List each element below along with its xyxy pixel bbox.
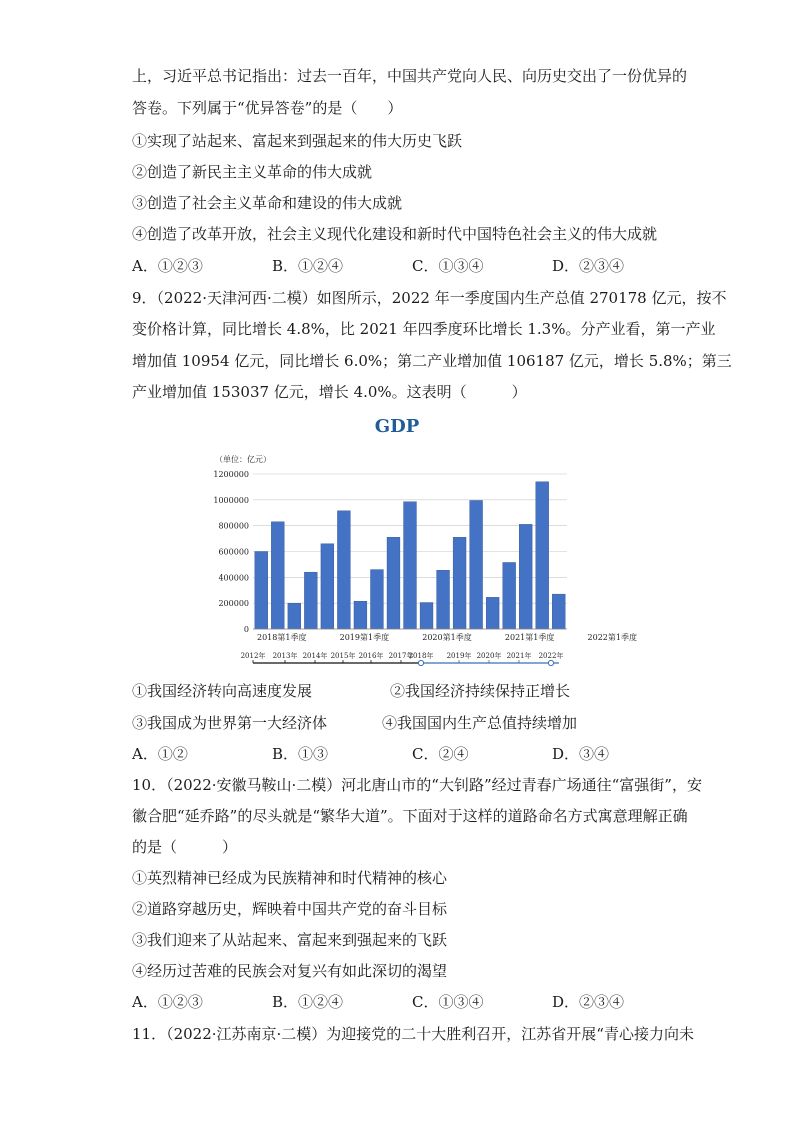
x-tick-label: 2021第1季度 [504, 633, 555, 642]
q10-item-1: ①英烈精神已经成为民族精神和时代精神的核心 [132, 869, 448, 887]
bar [371, 570, 384, 629]
y-tick-label: 0 [243, 625, 249, 634]
timeline-year-label: 2013年 [272, 652, 298, 660]
q9-option-d[interactable]: D．③④ [552, 745, 610, 763]
bar [552, 594, 565, 629]
q11-line-1: 11．（2022·江苏南京·二模）为迎接党的二十大胜利召开，江苏省开展“青心接力向未 [132, 1025, 694, 1043]
q8-item-1: ①实现了站起来、富起来到强起来的伟大历史飞跃 [132, 132, 463, 150]
bar [255, 552, 268, 630]
q8-option-b[interactable]: B．①②④ [272, 257, 344, 275]
q9-item-1: ①我国经济转向高速度发展 [132, 682, 313, 700]
timeline-year-label: 2022年 [538, 652, 564, 660]
y-tick-label: 1000000 [213, 495, 249, 505]
q10-line-1: 10．（2022·安徽马鞍山·二模）河北唐山市的“大钊路”经过青春广场通往“富强街”，安 [132, 776, 702, 794]
q8-line-2: 答卷。下列属于“优异答卷”的是（ ） [132, 99, 403, 117]
q10-option-d[interactable]: D．②③④ [552, 993, 625, 1011]
bar [321, 544, 334, 629]
q10-line-2: 徽合肥“延乔路”的尽头就是“繁华大道”。下面对于这样的道路命名方式寓意理解正确 [132, 807, 688, 825]
y-tick-label: 1200000 [213, 470, 249, 479]
q8-item-2: ②创造了新民主主义革命的伟大成就 [132, 163, 373, 181]
timeline-marker [418, 660, 423, 665]
timeline-year-label: 2021年 [506, 652, 532, 660]
q9-line-2: 变价格计算，同比增长 4.8%，比 2021 年四季度环比增长 1.3%。分产业看，第一产业 [132, 320, 716, 338]
y-tick-label: 600000 [218, 547, 249, 557]
timeline-year-label: 2018年 [408, 652, 434, 660]
timeline-year-label: 2012年 [240, 652, 266, 660]
bar [404, 502, 417, 629]
q8-option-d[interactable]: D．②③④ [552, 257, 625, 275]
bar [271, 522, 284, 629]
q10-option-c[interactable]: C．①③④ [412, 993, 484, 1011]
q10-item-4: ④经历过苦难的民族会对复兴有如此深切的渴望 [132, 962, 448, 980]
q9-item-3: ③我国成为世界第一大经济体 [132, 714, 328, 732]
x-tick-label: 2018第1季度 [257, 633, 307, 642]
q8-item-4: ④创造了改革开放，社会主义现代化建设和新时代中国特色社会主义的伟大成就 [132, 225, 658, 243]
q10-item-2: ②道路穿越历史，辉映着中国共产党的奋斗目标 [132, 900, 448, 918]
q10-item-3: ③我们迎来了从站起来、富起来到强起来的飞跃 [132, 931, 448, 949]
y-axis-label: （单位：亿元） [215, 455, 271, 464]
bar [503, 562, 516, 629]
x-tick-label: 2020第1季度 [422, 633, 472, 642]
q9-option-b[interactable]: B．①③ [272, 745, 329, 763]
bar [354, 601, 367, 629]
bar [486, 597, 499, 629]
x-tick-label: 2022第1季度 [587, 633, 637, 642]
bar [437, 570, 450, 629]
bar [288, 603, 301, 629]
bar [470, 500, 483, 629]
bar [387, 537, 400, 629]
bar [304, 572, 317, 629]
q8-line-1: 上，习近平总书记指出：过去一百年，中国共产党向人民、向历史交出了一份优异的 [132, 67, 688, 85]
y-tick-label: 800000 [218, 521, 249, 531]
timeline-year-label: 2014年 [302, 652, 328, 660]
timeline-year-label: 2017年 [388, 652, 414, 660]
gdp-bar-chart [205, 448, 637, 668]
chart-title: GDP [374, 416, 420, 437]
x-tick-label: 2019第1季度 [339, 633, 390, 642]
y-tick-label: 400000 [218, 573, 249, 583]
q9-item-2: ②我国经济持续保持正增长 [390, 682, 571, 700]
timeline-year-label: 2020年 [476, 652, 502, 660]
bar [337, 511, 350, 629]
q8-option-c[interactable]: C．①③④ [412, 257, 484, 275]
q9-line-3: 增加值 10954 亿元，同比增长 6.0%；第二产业增加值 106187 亿元，增长 5.8%；第三 [132, 352, 732, 370]
bar [420, 603, 433, 629]
timeline-year-label: 2019年 [446, 652, 472, 660]
y-tick-label: 200000 [218, 599, 249, 609]
q8-option-a[interactable]: A．①②③ [132, 257, 203, 275]
timeline-marker [548, 660, 553, 665]
q9-item-4: ④我国国内生产总值持续增加 [382, 714, 578, 732]
q8-item-3: ③创造了社会主义革命和建设的伟大成就 [132, 194, 403, 212]
bar [519, 524, 532, 629]
q9-option-a[interactable]: A．①② [132, 745, 188, 763]
q9-line-4: 产业增加值 153037 亿元，增长 4.0%。这表明（ ） [132, 383, 527, 401]
bar [453, 537, 466, 629]
timeline-year-label: 2015年 [330, 652, 356, 660]
bar [536, 482, 549, 629]
q10-option-a[interactable]: A．①②③ [132, 993, 203, 1011]
q10-option-b[interactable]: B．①②④ [272, 993, 344, 1011]
q10-line-3: 的是（ ） [132, 838, 238, 856]
q9-option-c[interactable]: C．②④ [412, 745, 469, 763]
timeline-year-label: 2016年 [358, 652, 384, 660]
q9-line-1: 9．（2022·天津河西·二模）如图所示，2022 年一季度国内生产总值 270178 亿元，按不 [132, 289, 727, 307]
